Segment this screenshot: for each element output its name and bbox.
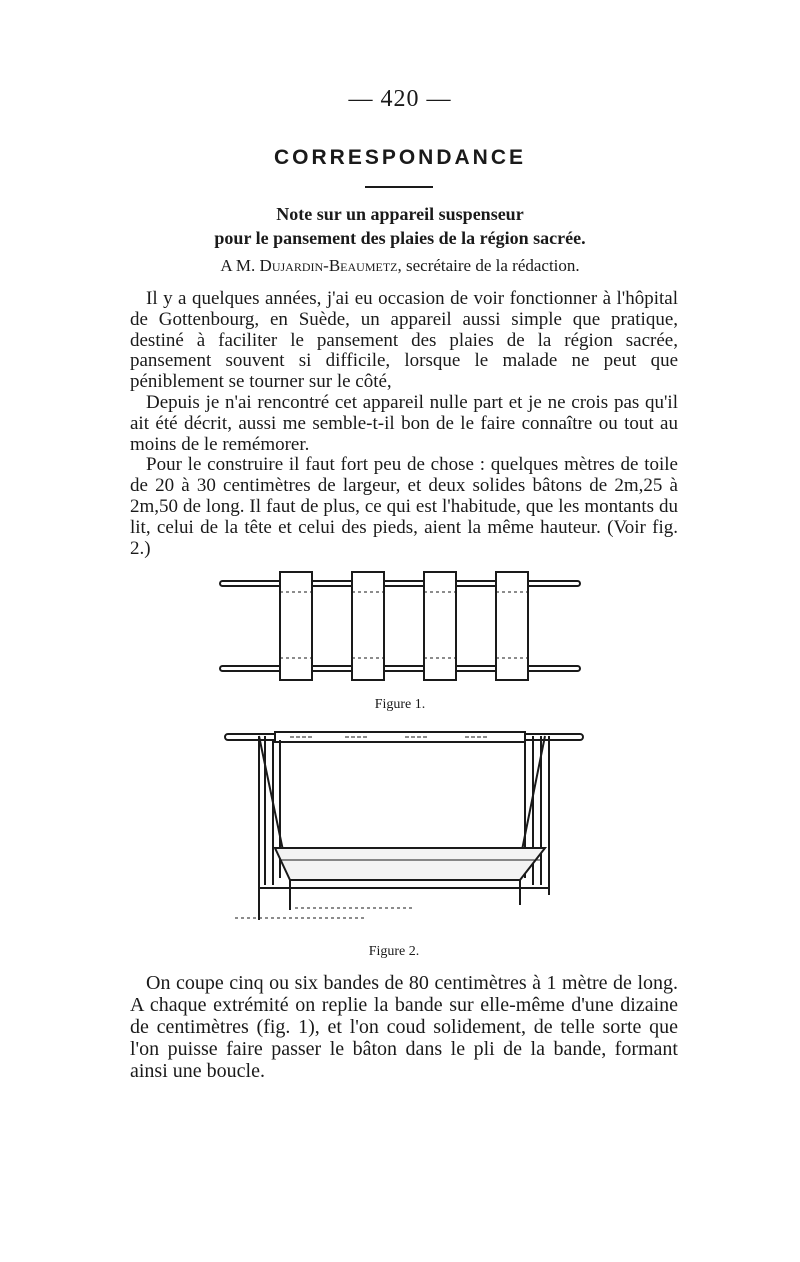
paragraph-4: On coupe cinq ou six bandes de 80 centimètres à 1 mètre de long. A chaque extrémité on replie la bande sur elle-même d'une dizaine de centimètres (fig. 1), et l'on coud solidement, de telle sorte que l'on puisse faire passer le bâton dans le pli de la bande, formant ainsi une boucle. bbox=[130, 972, 678, 1082]
section-title: CORRESPONDANCE bbox=[273, 146, 527, 169]
figure-2-caption: Figure 2. bbox=[368, 944, 420, 959]
body-text-upper bbox=[130, 289, 678, 559]
title-rule bbox=[365, 186, 433, 188]
note-title bbox=[0, 202, 800, 250]
note-title-line-2: pour le pansement des plaies de la région sacrée. bbox=[214, 228, 586, 248]
figure-1-illustration bbox=[210, 560, 590, 690]
addressee-prefix: A M. bbox=[220, 256, 260, 275]
figure-2-illustration bbox=[215, 720, 595, 930]
figure-1-caption: Figure 1. bbox=[374, 697, 426, 712]
addressee-suffix: , secrétaire de la rédaction. bbox=[397, 256, 580, 275]
paragraph-3: Pour le construire il faut fort peu de chose : quelques mètres de toile de 20 à 30 centimètres de largeur, et deux solides bâtons de 2m,25 à 2m,50 de long. Il faut de plus, ce qui est l'habitude, que les montants du lit, celui de la tête et celui des pieds, aient la même hauteur. (Voir fig. 2.) bbox=[130, 454, 678, 559]
page-number: — 420 — bbox=[348, 86, 452, 112]
note-title-line-1: Note sur un appareil suspenseur bbox=[276, 204, 524, 224]
paragraph-1: Il y a quelques années, j'ai eu occasion de voir fonctionner à l'hôpital de Gottenbourg, en Suède, un appareil aussi simple que pratique, destiné à faciliter le pansement des plaies de la région sacrée, pansement souvent si difficile, lorsque le malade ne peut que péniblement se tourner sur le côté, bbox=[130, 288, 678, 393]
addressee bbox=[0, 256, 800, 276]
addressee-name: Dujardin-Beaumetz bbox=[259, 256, 398, 275]
body-text-lower bbox=[130, 972, 678, 1082]
paragraph-2: Depuis je n'ai rencontré cet appareil nulle part et je ne crois pas qu'il ait été décrit, aussi me semble-t-il bon de le faire connaître ou tout au moins de le remémorer. bbox=[130, 391, 678, 455]
